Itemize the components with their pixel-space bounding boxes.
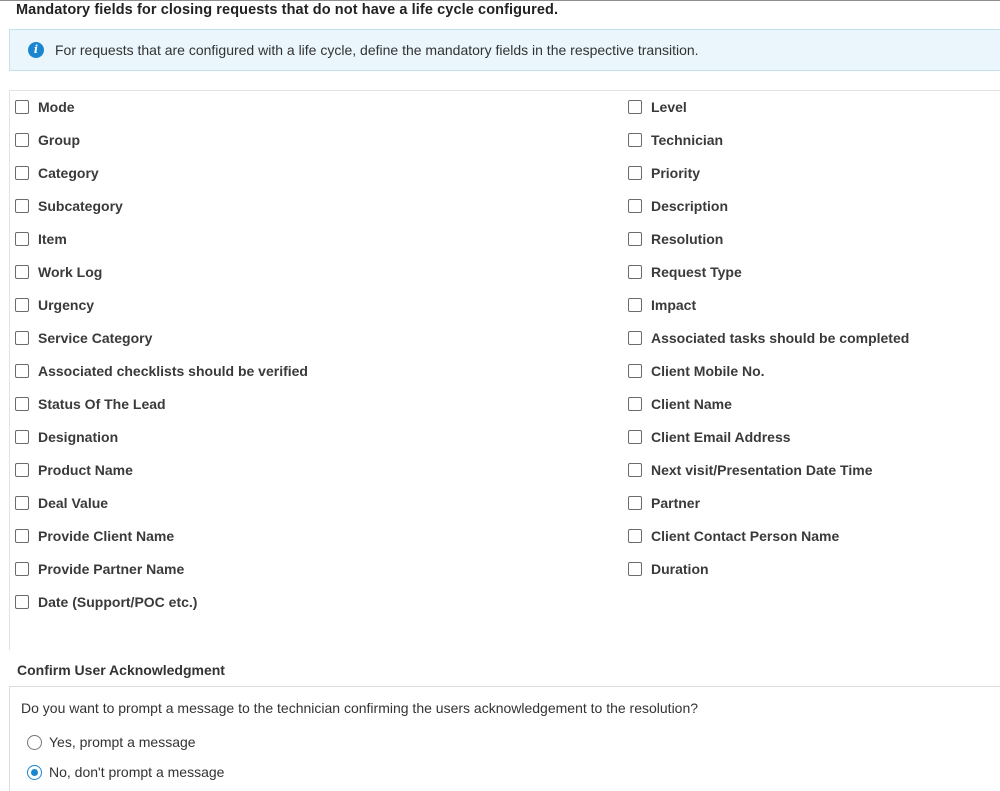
checkbox-label: Client Contact Person Name (651, 528, 840, 544)
checkbox-label: Date (Support/POC etc.) (38, 594, 198, 610)
checkbox-label: Group (38, 132, 80, 148)
checkbox[interactable] (15, 562, 29, 576)
checkbox[interactable] (628, 232, 642, 246)
checkbox[interactable] (15, 496, 29, 510)
checkbox[interactable] (628, 529, 642, 543)
checkbox-label: Resolution (651, 231, 724, 247)
acknowledgment-panel (9, 686, 1000, 791)
checkbox-label: Deal Value (38, 495, 109, 511)
info-icon: i (28, 42, 44, 58)
checkbox-label: Client Mobile No. (651, 363, 765, 379)
checkbox-label: Description (651, 198, 729, 214)
checkbox[interactable] (15, 463, 29, 477)
checkbox-label: Mode (38, 99, 75, 115)
checkbox-label: Associated checklists should be verified (38, 363, 308, 379)
acknowledgment-title: Confirm User Acknowledgment (17, 662, 225, 678)
checkbox[interactable] (15, 595, 29, 609)
checkbox[interactable] (628, 265, 642, 279)
checkbox-label: Designation (38, 429, 119, 445)
checkbox[interactable] (15, 397, 29, 411)
checkbox-label: Request Type (651, 264, 742, 280)
checkbox-label: Associated tasks should be completed (651, 330, 910, 346)
checkbox[interactable] (628, 430, 642, 444)
checkbox[interactable] (15, 232, 29, 246)
checkbox-label: Urgency (38, 297, 95, 313)
checkbox[interactable] (15, 100, 29, 114)
checkbox-label: Technician (651, 132, 724, 148)
checkbox-label: Status Of The Lead (38, 396, 166, 412)
checkbox[interactable] (628, 133, 642, 147)
info-text: For requests that are configured with a life cycle, define the mandatory fields in the respective transition. (55, 42, 699, 58)
checkbox[interactable] (15, 331, 29, 345)
checkbox[interactable] (628, 463, 642, 477)
mandatory-fields-panel (9, 90, 1000, 650)
checkbox[interactable] (15, 529, 29, 543)
checkbox-label: Duration (651, 561, 709, 577)
checkbox[interactable] (628, 397, 642, 411)
checkbox-label: Impact (651, 297, 697, 313)
checkbox-label: Product Name (38, 462, 133, 478)
checkbox[interactable] (15, 298, 29, 312)
radio-button[interactable] (27, 735, 42, 750)
checkbox-label: Priority (651, 165, 701, 181)
checkbox[interactable] (628, 298, 642, 312)
checkbox[interactable] (628, 199, 642, 213)
checkbox-label: Level (651, 99, 687, 115)
checkbox-label: Work Log (38, 264, 103, 280)
acknowledgment-question: Do you want to prompt a message to the technician confirming the users acknowledgement to the resolution? (21, 700, 699, 716)
checkbox[interactable] (628, 364, 642, 378)
checkbox[interactable] (628, 562, 642, 576)
section-title: Mandatory fields for closing requests that do not have a life cycle configured. (16, 2, 559, 18)
checkbox-label: Next visit/Presentation Date Time (651, 462, 873, 478)
checkbox[interactable] (628, 166, 642, 180)
checkbox-label: Provide Partner Name (38, 561, 185, 577)
checkbox[interactable] (628, 331, 642, 345)
checkbox-label: Provide Client Name (38, 528, 175, 544)
checkbox-label: Category (38, 165, 99, 181)
checkbox-label: Client Email Address (651, 429, 791, 445)
checkbox[interactable] (15, 265, 29, 279)
checkbox[interactable] (15, 430, 29, 444)
checkbox[interactable] (15, 133, 29, 147)
radio-label: No, don't prompt a message (49, 764, 225, 780)
info-banner (9, 29, 1000, 71)
checkbox[interactable] (628, 100, 642, 114)
checkbox-label: Client Name (651, 396, 732, 412)
checkbox[interactable] (15, 199, 29, 213)
checkbox-label: Service Category (38, 330, 153, 346)
radio-label: Yes, prompt a message (49, 734, 196, 750)
checkbox-label: Item (38, 231, 67, 247)
checkbox-label: Partner (651, 495, 701, 511)
top-divider (0, 0, 1000, 1)
checkbox[interactable] (15, 166, 29, 180)
checkbox[interactable] (628, 496, 642, 510)
checkbox[interactable] (15, 364, 29, 378)
radio-button[interactable] (27, 765, 42, 780)
checkbox-label: Subcategory (38, 198, 123, 214)
